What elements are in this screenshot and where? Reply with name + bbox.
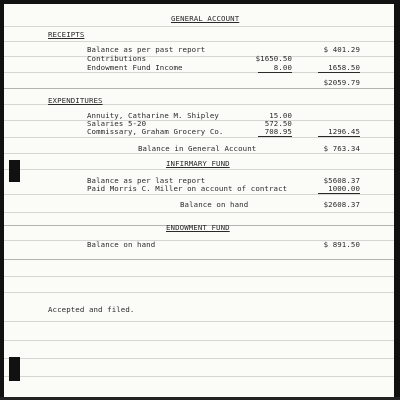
receipt-label: Contributions [87,54,147,63]
ledger-rule [4,153,394,154]
infirmary-value: 1000.00 [328,184,360,193]
receipt-total-value: $ 401.29 [323,45,360,54]
infirmary-balance-value: $2608.37 [323,200,360,209]
expenditure-label: Commissary, Graham Grocery Co. [87,127,224,136]
infirmary-value: $5608.37 [323,176,360,185]
infirmary-heading: INFIRMARY FUND [166,159,230,168]
film-border-top [0,0,400,4]
endowment-balance-value: $ 891.50 [323,240,360,249]
punch-mark [9,160,20,182]
sum-underline [318,136,360,137]
ledger-rule [4,26,394,27]
receipt-total-value: 1658.50 [328,63,360,72]
ledger-rule [4,259,394,260]
expenditure-item-value: 15.00 [269,111,292,120]
ledger-rule [4,88,394,89]
ledger-rule [4,321,394,322]
expenditure-label: Annuity, Catharine M. Shipley [87,111,219,120]
expenditure-item-value: 708.95 [264,127,292,136]
expenditures-heading: EXPENDITURES [48,96,103,105]
sum-underline [318,193,360,194]
endowment-balance-label: Balance on hand [87,240,156,249]
ledger-rule [4,194,394,195]
expenditure-total-value: 1296.45 [328,127,360,136]
general-balance-value: $ 763.34 [323,144,360,153]
ledger-rule [4,41,394,42]
film-border-right [394,0,400,400]
sum-underline [258,72,292,73]
receipts-heading: RECEIPTS [48,30,85,39]
receipt-item-value: $1650.50 [255,54,292,63]
ledger-rule [4,169,394,170]
general-balance-label: Balance in General Account [138,144,257,153]
receipt-label: Endowment Fund Income [87,63,183,72]
document-title: GENERAL ACCOUNT [171,14,240,23]
ledger-rule [4,376,394,377]
ledger-rule [4,340,394,341]
ledger-rule [4,137,394,138]
infirmary-label: Paid Morris C. Miller on account of contract [87,184,288,193]
footer-note: Accepted and filed. [48,305,135,314]
sum-underline [318,72,360,73]
ledger-rule [4,120,394,121]
receipts-grand-total: $2059.79 [323,78,360,87]
ledger-rule [4,292,394,293]
receipt-item-value: 8.00 [273,63,292,72]
punch-mark [9,357,20,381]
sum-underline [258,136,292,137]
ledger-rule [4,56,394,57]
endowment-heading: ENDOWMENT FUND [166,223,230,232]
ledger-rule [4,358,394,359]
expenditure-item-value: 572.50 [264,119,292,128]
ledger-rule [4,276,394,277]
ledger-rule [4,212,394,213]
infirmary-label: Balance as per last report [87,176,206,185]
expenditure-label: Salaries 5-20 [87,119,147,128]
infirmary-balance-label: Balance on hand [180,200,249,209]
receipt-label: Balance as per past report [87,45,206,54]
